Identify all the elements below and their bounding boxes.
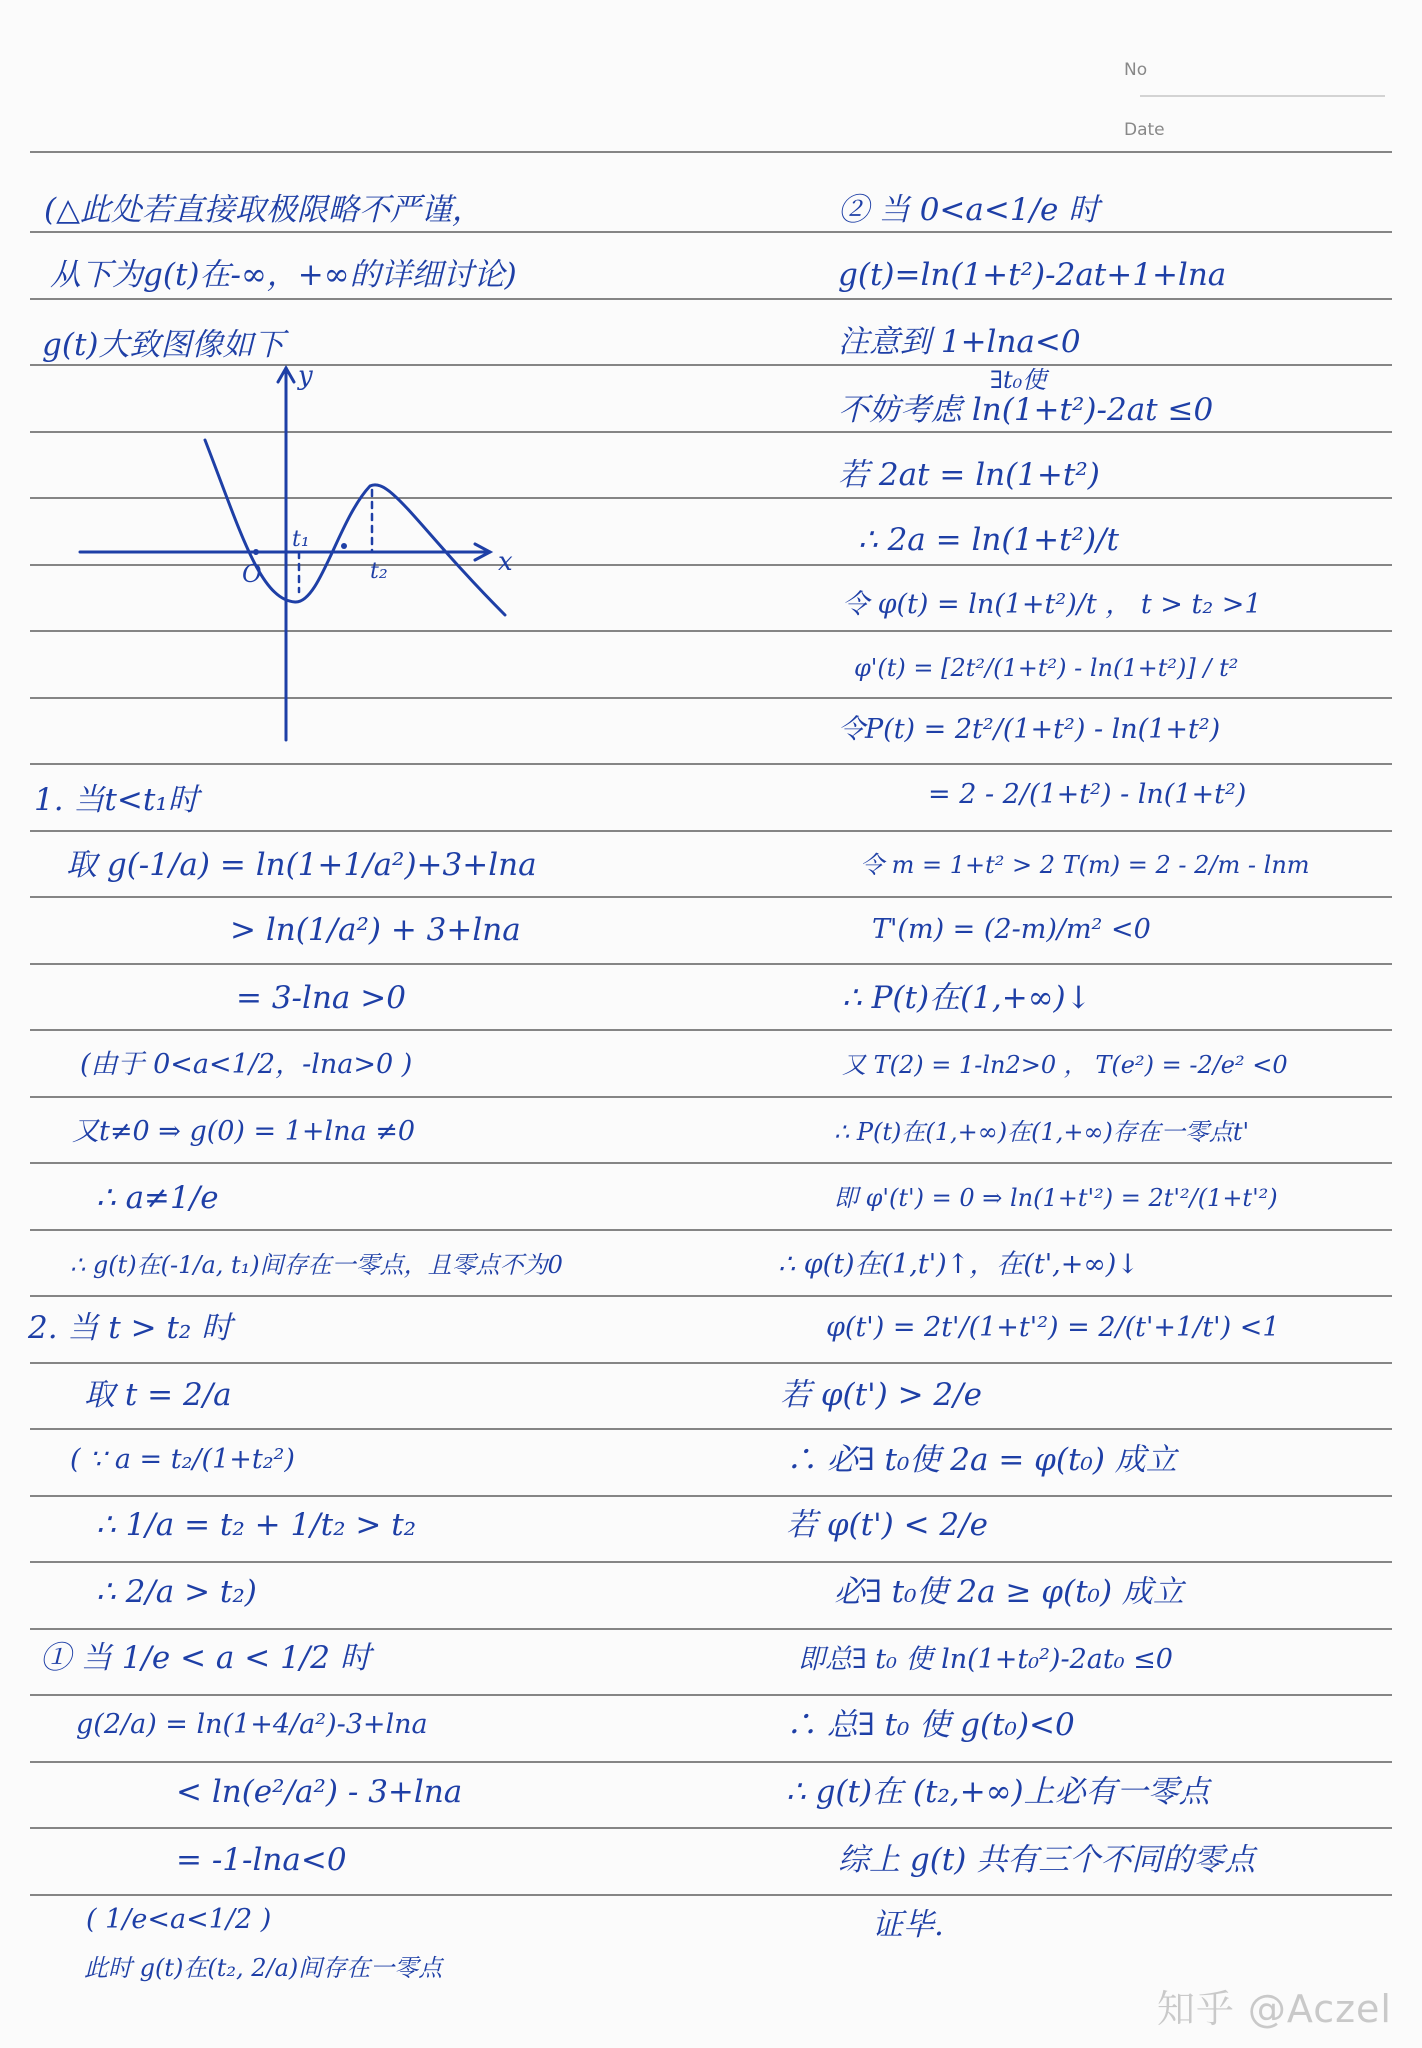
note-line: ∴ P(t)在(1,+∞)↓ [842, 980, 1092, 1016]
note-line: 取 t = 2/a [84, 1377, 232, 1413]
note-line: 若 2at = ln(1+t²) [838, 457, 1100, 493]
note-line: = -1-lna<0 [176, 1842, 347, 1878]
note-line: ∴ g(t)在(-1/a, t₁)间存在一零点，且零点不为0 [70, 1251, 563, 1279]
note-line: ∴ a≠1/e [96, 1180, 219, 1216]
note-line: 2. 当 t > t₂ 时 [28, 1310, 233, 1346]
note-line: 令P(t) = 2t²/(1+t²) - ln(1+t²) [838, 714, 1221, 745]
root-dot [253, 549, 259, 555]
note-line: 即总∃ t₀ 使 ln(1+t₀²)-2at₀ ≤0 [798, 1644, 1173, 1675]
note-line: 令 m = 1+t² > 2 T(m) = 2 - 2/m - lnm [860, 851, 1310, 879]
note-line: g(t)=ln(1+t²)-2at+1+lna [838, 257, 1227, 293]
x-axis-label: x [498, 547, 513, 577]
note-line: g(2/a) = ln(1+4/a²)-3+lna [76, 1709, 428, 1740]
note-line: 又t≠0 ⇒ g(0) = 1+lna ≠0 [72, 1116, 416, 1147]
note-line: T'(m) = (2-m)/m² <0 [872, 914, 1151, 945]
t1-label: t₁ [292, 527, 310, 552]
note-line: ∴ φ(t)在(1,t')↑，在(t',+∞)↓ [778, 1249, 1139, 1280]
date-label: Date [1124, 120, 1165, 140]
t2-label: t₂ [370, 559, 388, 584]
curve [205, 440, 505, 615]
note-line: ∃t₀使 [990, 366, 1047, 394]
note-line: φ'(t) = [2t²/(1+t²) - ln(1+t²)] / t² [854, 654, 1239, 682]
origin-label: O [242, 560, 262, 588]
note-line: 必∃ t₀使 2a ≥ φ(t₀) 成立 [834, 1574, 1184, 1610]
note-line: 若 φ(t') < 2/e [786, 1507, 988, 1543]
note-line: 取 g(-1/a) = ln(1+1/a²)+3+lna [66, 847, 537, 883]
note-line: > ln(1/a²) + 3+lna [230, 912, 521, 948]
note-line: g(t)大致图像如下 [42, 327, 285, 363]
note-line: 令 φ(t) = ln(1+t²)/t ， t > t₂ >1 [842, 589, 1262, 620]
note-line: ∴ 总∃ t₀ 使 g(t₀)<0 [786, 1707, 1075, 1743]
note-line: ∴ P(t)在(1,+∞)在(1,+∞)存在一零点t' [834, 1118, 1250, 1146]
note-line: 又 T(2) = 1-ln2>0 ， T(e²) = -2/e² <0 [842, 1051, 1288, 1079]
note-line: 若 φ(t') > 2/e [780, 1377, 982, 1413]
note-line: (由于 0<a<1/2，-lna>0 ) [80, 1049, 413, 1080]
note-line: ∴ g(t)在 (t₂,+∞)上必有一零点 [786, 1774, 1210, 1810]
note-line: < ln(e²/a²) - 3+lna [176, 1774, 463, 1810]
note-line: (△此处若直接取极限略不严谨， [44, 192, 483, 228]
note-line: ① 当 1/e < a < 1/2 时 [40, 1640, 371, 1676]
note-line: ② 当 0<a<1/e 时 [838, 192, 1100, 228]
note-line: ∴ 1/a = t₂ + 1/t₂ > t₂ [96, 1507, 417, 1543]
note-line: ( 1/e<a<1/2 ) [86, 1904, 272, 1935]
note-line: ∴ 2a = ln(1+t²)/t [858, 522, 1120, 558]
note-line: φ(t') = 2t'/(1+t'²) = 2/(t'+1/t') <1 [826, 1312, 1280, 1343]
note-line: 从下为g(t)在-∞，+∞的详细讨论) [50, 257, 517, 293]
note-line: 综上 g(t) 共有三个不同的零点 [838, 1842, 1256, 1878]
note-line: 此时 g(t)在(t₂, 2/a)间存在一零点 [84, 1954, 443, 1982]
watermark: 知乎 @Aczel [1156, 1987, 1392, 2031]
note-line: ( ∵ a = t₂/(1+t₂²) [70, 1444, 295, 1475]
note-line: 不妨考虑 ln(1+t²)-2at ≤0 [838, 392, 1214, 428]
note-line: = 3-lna >0 [236, 980, 406, 1016]
note-line: 注意到 1+lna<0 [838, 324, 1081, 360]
note-line: 即 φ'(t') = 0 ⇒ ln(1+t'²) = 2t'²/(1+t'²) [834, 1184, 1278, 1212]
note-line: ∴ 必∃ t₀使 2a = φ(t₀) 成立 [786, 1442, 1177, 1478]
note-line: 1. 当t<t₁时 [34, 782, 199, 818]
note-line: 证毕. [872, 1907, 944, 1943]
no-label: No [1124, 60, 1148, 80]
y-axis-label: y [298, 361, 313, 391]
function-sketch [70, 360, 530, 760]
note-line: = 2 - 2/(1+t²) - ln(1+t²) [928, 779, 1247, 810]
root-dot [341, 543, 347, 549]
note-line: ∴ 2/a > t₂) [96, 1574, 257, 1610]
